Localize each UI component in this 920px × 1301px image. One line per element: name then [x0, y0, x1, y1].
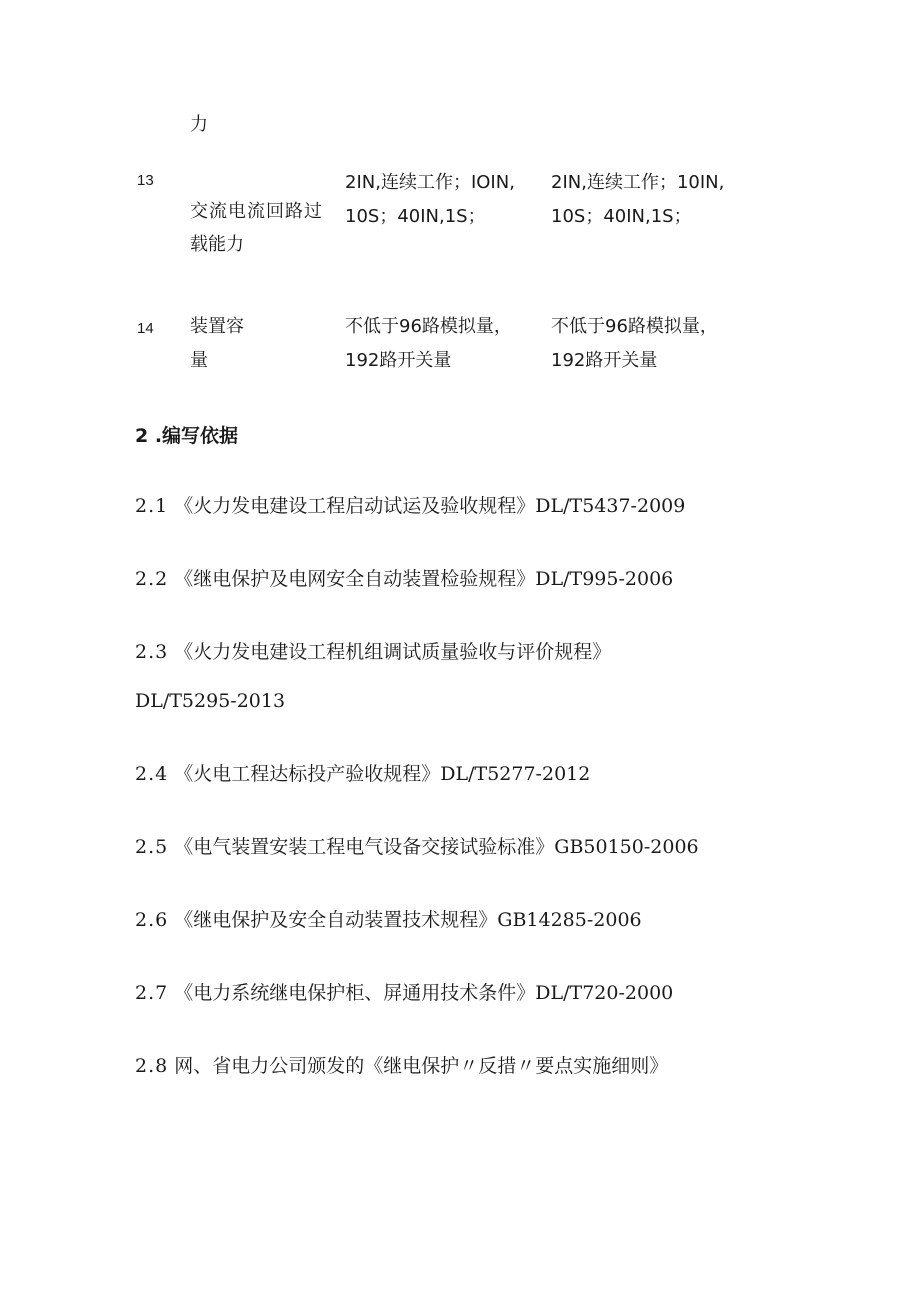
list-item — [135, 566, 673, 592]
reference-number: 2.4 — [135, 763, 169, 785]
requirement-line: 不低于96路模拟量， — [345, 316, 512, 337]
reference-title: 《火力发电建设工程机组调试质量验收与评价规程》 — [174, 641, 612, 663]
item-name-line: 装置容 — [190, 316, 244, 337]
actual-value-line: 2IN,连续工作；10IN, — [551, 172, 725, 193]
requirement-line: 2IN,连续工作；IOIN, — [345, 172, 515, 193]
list-item — [135, 834, 699, 860]
requirement-line: 192路开关量 — [345, 350, 452, 371]
reference-code: DL/T720-2000 — [535, 982, 674, 1004]
reference-number: 2.3 — [135, 641, 169, 663]
reference-number: 2.7 — [135, 982, 169, 1004]
reference-title: 《火力发电建设工程启动试运及验收规程》 — [174, 495, 536, 517]
actual-value-line: 不低于96路模拟量， — [551, 316, 718, 337]
reference-code: GB14285-2006 — [497, 909, 642, 931]
item-name-line: 交流电流回路过 — [190, 201, 323, 222]
section-heading: 2 .编写依据 — [135, 425, 239, 447]
reference-code: DL/T5277-2012 — [440, 763, 591, 785]
list-item — [135, 1053, 668, 1079]
list-item — [135, 907, 642, 933]
requirement-line: 10S；40IN,1S； — [345, 206, 486, 227]
reference-code: DL/T5437-2009 — [535, 495, 686, 517]
actual-value-line: 10S；40IN,1S； — [551, 206, 692, 227]
list-item — [135, 639, 611, 665]
item-name-line: 载能力 — [190, 234, 244, 255]
row-index: 14 — [137, 320, 154, 337]
reference-number: 2.8 — [135, 1055, 169, 1077]
reference-title: 《继电保护及电网安全自动装置检验规程》 — [174, 568, 536, 590]
reference-number: 2.5 — [135, 836, 169, 858]
reference-title: 《继电保护及安全自动装置技术规程》 — [174, 909, 498, 931]
reference-title: 《火电工程达标投产验收规程》 — [174, 763, 441, 785]
reference-code: DL/T5295-2013 — [135, 690, 286, 712]
reference-number: 2.1 — [135, 495, 169, 517]
reference-code: GB50150-2006 — [554, 836, 699, 858]
list-item — [135, 761, 590, 787]
actual-value-line: 192路开关量 — [551, 350, 658, 371]
table-cell-fragment: 力 — [190, 114, 208, 135]
reference-code-continued — [135, 688, 285, 714]
reference-title: 《电气装置安装工程电气设备交接试验标准》 — [174, 836, 555, 858]
row-index: 13 — [137, 172, 154, 189]
item-name-line: 量 — [190, 350, 208, 371]
reference-number: 2.2 — [135, 568, 169, 590]
reference-code: DL/T995-2006 — [535, 568, 674, 590]
reference-title: 网、省电力公司颁发的《继电保护〃反措〃要点实施细则》 — [174, 1055, 669, 1077]
reference-number: 2.6 — [135, 909, 169, 931]
list-item — [135, 980, 673, 1006]
reference-title: 《电力系统继电保护柜、屏通用技术条件》 — [174, 982, 536, 1004]
list-item — [135, 493, 685, 519]
